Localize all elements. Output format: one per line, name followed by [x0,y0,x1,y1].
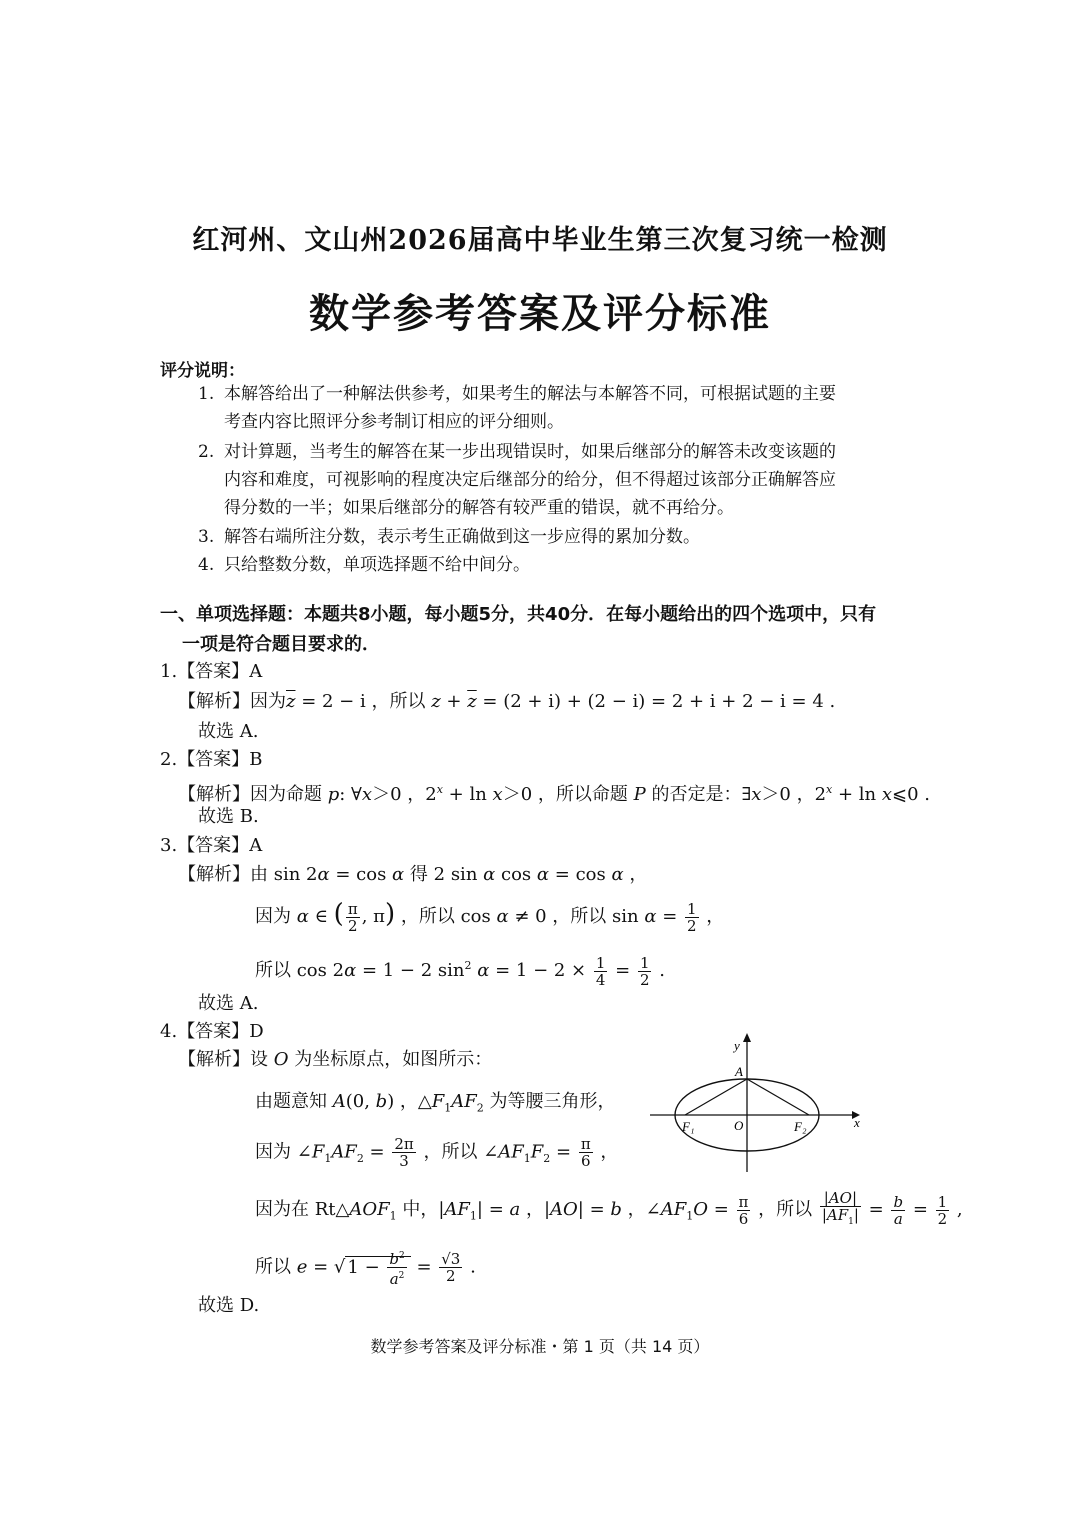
question-3-choose: 故选 A. [198,993,259,1014]
point-o-label: O [734,1118,744,1133]
answer-label: 【答案】 [177,835,250,856]
question-2-answer [160,746,262,774]
analysis-text: 因为命题 p: ∀x＞0 ，$2^x + \ln x>0$ ，所以命题 P 的否定是：∃x＞0 ，$2^x + \ln$ x⩽0 . [250,783,930,805]
analysis-label: 【解析】 [178,1049,250,1070]
exam-title: 红河州、文山州2026届高中毕业生第三次复习统一检测 [192,225,888,256]
grading-notes-heading: 评分说明： [160,361,245,381]
y-axis-arrow [743,1033,751,1042]
answer-label: 【答案】 [177,1021,250,1042]
section-heading [160,600,876,660]
question-3-answer [160,832,262,860]
answer-label: 【答案】 [177,661,250,682]
question-4-step4: 所以 e = √ 1 − $\frac{b^2}{a^2}$ = $\frac{√3}{2}$ . [255,1250,476,1288]
note-line: 内容和难度，可视影响的程度决定后继部分的给分，但不得超过该部分正确解答应 [224,470,836,490]
question-number: 4. [160,1021,178,1042]
question-1-choose: 故选 A. [198,721,259,742]
analysis-label: 【解析】 [178,784,250,805]
segment-f1-a [685,1079,747,1115]
point-f2-label: F₂ [794,1119,807,1134]
note-number: 2. [198,442,215,462]
answer-value: A [249,661,263,682]
question-4-analysis [178,1046,492,1074]
question-2-choose: 故选 B. [198,806,259,827]
point-a-label: A [735,1064,743,1079]
question-4-step1: 由题意知 A(0, b) ，$\triangle F_1AF_2$ 为等腰三角形， [255,1091,616,1115]
answer-value: B [249,749,263,770]
analysis-label: 【解析】 [178,691,250,712]
analysis-text: 因为$\overline{z} = 2 - i$ ，所以 $z + \overline{z} = (2 + i) + (2 - i) = 2 + i + 2 - i = 4$ . [250,691,836,712]
question-1-analysis [178,688,835,716]
ellipse-diagram [640,1030,870,1180]
document-title: 数学参考答案及评分标准 [309,290,771,337]
question-3-step3: 所以 cos 2α = 1 − 2 $\sin^2 \alpha = 1 - 2$ × $\frac{1}{4}$ = $\frac{1}{2}$ . [255,953,665,989]
question-2-analysis [178,776,930,809]
question-3-analysis [178,861,647,889]
question-4-step2: 因为 $\angle F_1AF_2$ = $\frac{2\pi}{3}$ ，所以 $\angle AF_1F_2$ = $\frac{\pi}{6}$ ， [255,1135,619,1170]
question-4-step3: 因为在 $Rt\triangle AOF_1$ 中，$|AF_1| = a$ ，|AO| = b ，$\angle AF_1O$ = $\frac{\pi}{6}$ ，所以 $\frac{|AO|}{|AF_1|}$ = $\frac{b}{a}$ = $\frac{1}{2}$ , [255,1189,963,1228]
question-4-choose: 故选 D. [198,1295,260,1316]
section-heading-line1: 一、单项选择题：本题共8小题，每小题5分，共40分．在每小题给出的四个选项中，只有 [160,604,877,625]
x-axis-label: x [854,1115,860,1130]
question-number: 3. [160,835,178,856]
grading-note-2-cont [224,466,836,494]
answer-value: D [249,1021,264,1042]
grading-note-2 [198,438,836,466]
note-number: 1. [198,384,215,404]
note-line: 本解答给出了一种解法供参考，如果考生的解法与本解答不同，可根据试题的主要 [224,384,836,404]
question-1-answer [160,658,262,686]
grading-note-2-cont2 [224,494,734,522]
analysis-text: 设 O 为坐标原点，如图所示： [250,1049,493,1070]
analysis-text: 由 sin 2α = cos α 得 2 sin α cos α = cos α ， [250,864,648,885]
note-line: 只给整数分数，单项选择题不给中间分。 [224,555,530,575]
question-3-step2: 因为 α ∈ ( $\frac{\pi}{2}$ , π) ，所以 cos α ≠ 0 ，所以 sin α = $\frac{1}{2}$ ， [255,899,725,935]
note-line: 得分数的一半；如果后继部分的解答有较严重的错误，就不再给分。 [224,498,734,518]
note-line: 对计算题，当考生的解答在某一步出现错误时，如果后继部分的解答未改变该题的 [224,442,836,462]
question-number: 2. [160,749,178,770]
y-axis-label: y [734,1038,740,1053]
note-line: 考查内容比照评分参考制订相应的评分细则。 [224,412,564,432]
grading-note-3 [198,523,700,551]
segment-f2-a [747,1079,809,1115]
question-number: 1. [160,661,178,682]
section-heading-line2: 一项是符合题目要求的． [182,634,380,655]
note-line: 解答右端所注分数，表示考生正确做到这一步应得的累加分数。 [224,527,700,547]
grading-note-4 [198,551,530,579]
note-number: 3. [198,527,215,547]
answer-label: 【答案】 [177,749,250,770]
page-footer: 数学参考答案及评分标准・第 1 页（共 14 页） [370,1337,710,1356]
analysis-label: 【解析】 [178,864,250,885]
grading-note-1-cont [224,408,564,436]
grading-note-1 [198,380,836,408]
answer-value: A [249,835,263,856]
question-4-answer [160,1018,264,1046]
note-number: 4. [198,555,215,575]
point-f1-label: F₁ [682,1119,695,1134]
